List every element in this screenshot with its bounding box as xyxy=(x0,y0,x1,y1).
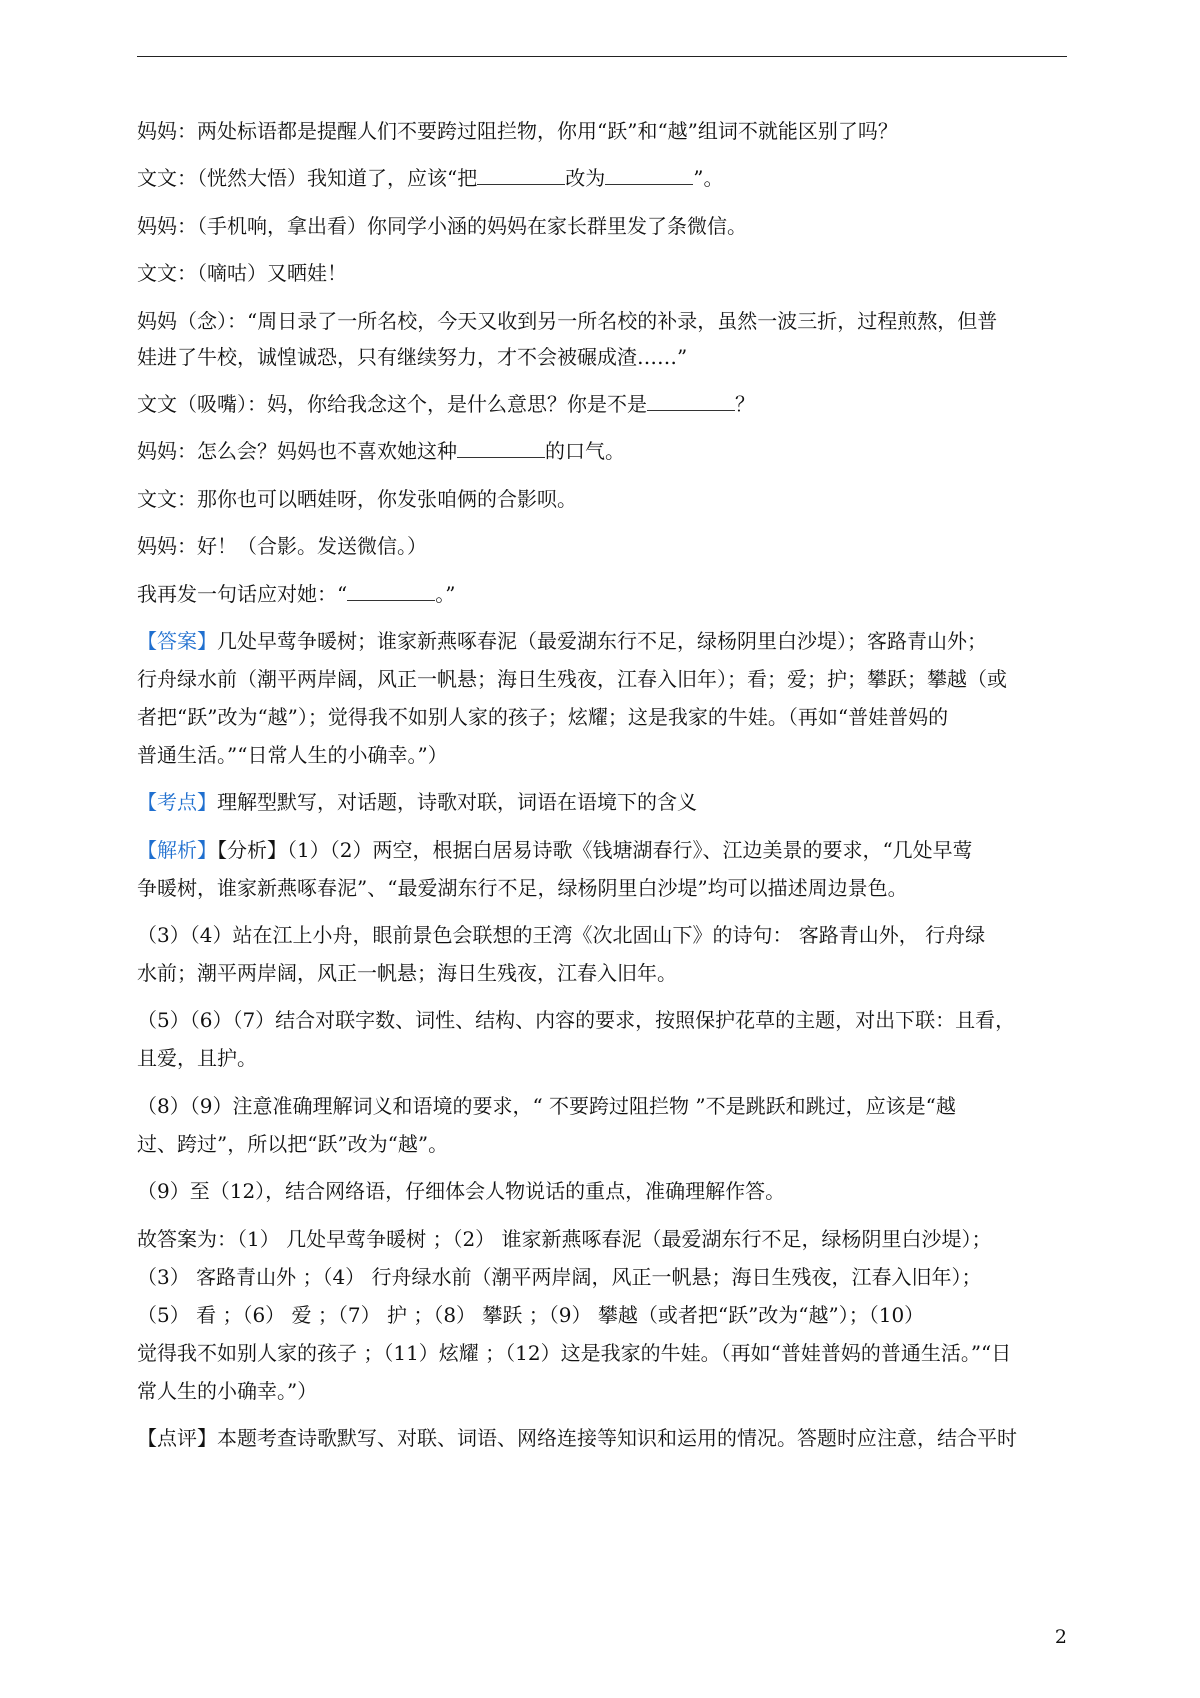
dialogue-line: 娃进了牛校，诚惶诚恐，只有继续努力，才不会被碾成渣……” xyxy=(137,344,688,369)
jiexi-line: 故答案为：（1） 几处早莺争暖树 ；（2） 谁家新燕啄春泥（最爱湖东行不足，绿杨阴里白沙堤）； xyxy=(137,1226,992,1251)
dialogue-text: 。” xyxy=(435,581,456,606)
dialogue-line: 文文：（嘀咕）又晒娃！ xyxy=(137,261,347,286)
dialogue-text: 改为 xyxy=(565,166,606,191)
kaodian-line xyxy=(137,789,1067,815)
dialogue-text: ？ xyxy=(735,391,755,416)
dialogue-line: 妈妈：好！（合影。发送微信。） xyxy=(137,534,427,559)
answer-tag: 【答案】 xyxy=(137,628,217,653)
jiexi-line: 且爱，且护。 xyxy=(137,1046,257,1071)
fill-blank xyxy=(457,439,545,458)
jiexi-line: （3）（4）站在江上小舟，眼前景色会联想的王湾《次北固山下》的诗句： 客路青山外， 行舟绿 xyxy=(137,923,986,948)
jiexi-line: （8）（9）注意准确理解词义和语境的要求，“ 不要跨过阻拦物 ”不是跳跃和跳过，应该是“越 xyxy=(137,1093,956,1118)
jiexi-tag: 【解析】 xyxy=(137,837,217,862)
dialogue-text: 文文（吸嘴）：妈，你给我念这个，是什么意思？你是不是 xyxy=(137,391,647,416)
dialogue-line xyxy=(137,391,1067,417)
jiexi-line: 常人生的小确幸。”） xyxy=(137,1378,318,1403)
answer-line: 行舟绿水前（潮平两岸阔，风正一帆悬；海日生残夜，江春入旧年）；看；爱；护；攀跃；攀越（或 xyxy=(137,666,1007,691)
header-rule xyxy=(137,56,1067,57)
dialogue-line xyxy=(137,438,1067,464)
page-number: 2 xyxy=(1054,1626,1067,1648)
dialogue-line: 妈妈（念）：“周日录了一所名校，今天又收到另一所名校的补录，虽然一波三折，过程煎熬，但普 xyxy=(137,308,998,333)
dialogue-text: ”。 xyxy=(693,166,724,191)
answer-line: 者把“跃”改为“越”）；觉得我不如别人家的孩子；炫耀；这是我家的牛娃。（再如“普娃普妈的 xyxy=(137,704,949,729)
fill-blank xyxy=(477,166,565,185)
dialogue-line: 妈妈：两处标语都是提醒人们不要跨过阻拦物，你用“跃”和“越”组词不就能区别了吗？ xyxy=(137,119,898,143)
answer-line: 普通生活。”“日常人生的小确幸。”） xyxy=(137,742,448,767)
fill-blank xyxy=(605,166,693,185)
kaodian-tag: 【考点】 xyxy=(137,790,217,815)
dialogue-text: 我再发一句话应对她：“ xyxy=(137,581,348,606)
fill-blank xyxy=(347,582,435,601)
kaodian-text: 理解型默写，对话题，诗歌对联，词语在语境下的含义 xyxy=(217,790,697,815)
jiexi-line: 水前；潮平两岸阔，风正一帆悬；海日生残夜，江春入旧年。 xyxy=(137,961,677,986)
answer-text: 几处早莺争暖树；谁家新燕啄春泥（最爱湖东行不足，绿杨阴里白沙堤）；客路青山外； xyxy=(217,628,987,653)
jiexi-line: 争暖树，谁家新燕啄春泥”、“最爱湖东行不足，绿杨阴里白沙堤”均可以描述周边景色。 xyxy=(137,875,908,900)
dialogue-line xyxy=(137,165,1067,191)
jiexi-text: 【分析】（1）（2）两空，根据白居易诗歌《钱塘湖春行》、江边美景的要求，“几处早莺 xyxy=(217,837,973,862)
jiexi-line: 觉得我不如别人家的孩子 ；（11）炫耀 ；（12）这是我家的牛娃。（再如“普娃普妈的普通生活。”“日 xyxy=(137,1340,1012,1365)
dialogue-line: 文文：那你也可以晒娃呀，你发张咱俩的合影呗。 xyxy=(137,486,577,511)
jiexi-line: （5） 看 ；（6） 爱 ；（7） 护 ；（8） 攀跃 ；（9） 攀越（或者把“跃”改为“越”）；（10） xyxy=(137,1302,925,1327)
dialogue-line: 妈妈：（手机响，拿出看）你同学小涵的妈妈在家长群里发了条微信。 xyxy=(137,213,747,238)
jiexi-line xyxy=(137,837,1067,863)
jiexi-line: （5）（6）（7）结合对联字数、词性、结构、内容的要求，按照保护花草的主题，对出下联：且看， xyxy=(137,1008,1016,1033)
jiexi-line: 过、跨过”，所以把“跃”改为“越”。 xyxy=(137,1131,449,1156)
dialogue-text: 的口气。 xyxy=(545,439,625,464)
answer-line xyxy=(137,628,1067,654)
jiexi-line: （3） 客路青山外 ；（4） 行舟绿水前（潮平两岸阔，风正一帆悬；海日生残夜，江春入旧年）； xyxy=(137,1264,982,1289)
dianping-line: 【点评】本题考查诗歌默写、对联、词语、网络连接等知识和运用的情况。答题时应注意，结合平时 xyxy=(137,1426,1017,1451)
jiexi-line: （9）至（12），结合网络语，仔细体会人物说话的重点，准确理解作答。 xyxy=(137,1179,786,1204)
dialogue-line xyxy=(137,581,1067,607)
fill-blank xyxy=(647,392,735,411)
dialogue-text: 妈妈：怎么会？妈妈也不喜欢她这种 xyxy=(137,439,457,464)
page-content xyxy=(137,118,1067,1451)
dialogue-text: 文文：（恍然大悟）我知道了，应该“把 xyxy=(137,166,478,191)
